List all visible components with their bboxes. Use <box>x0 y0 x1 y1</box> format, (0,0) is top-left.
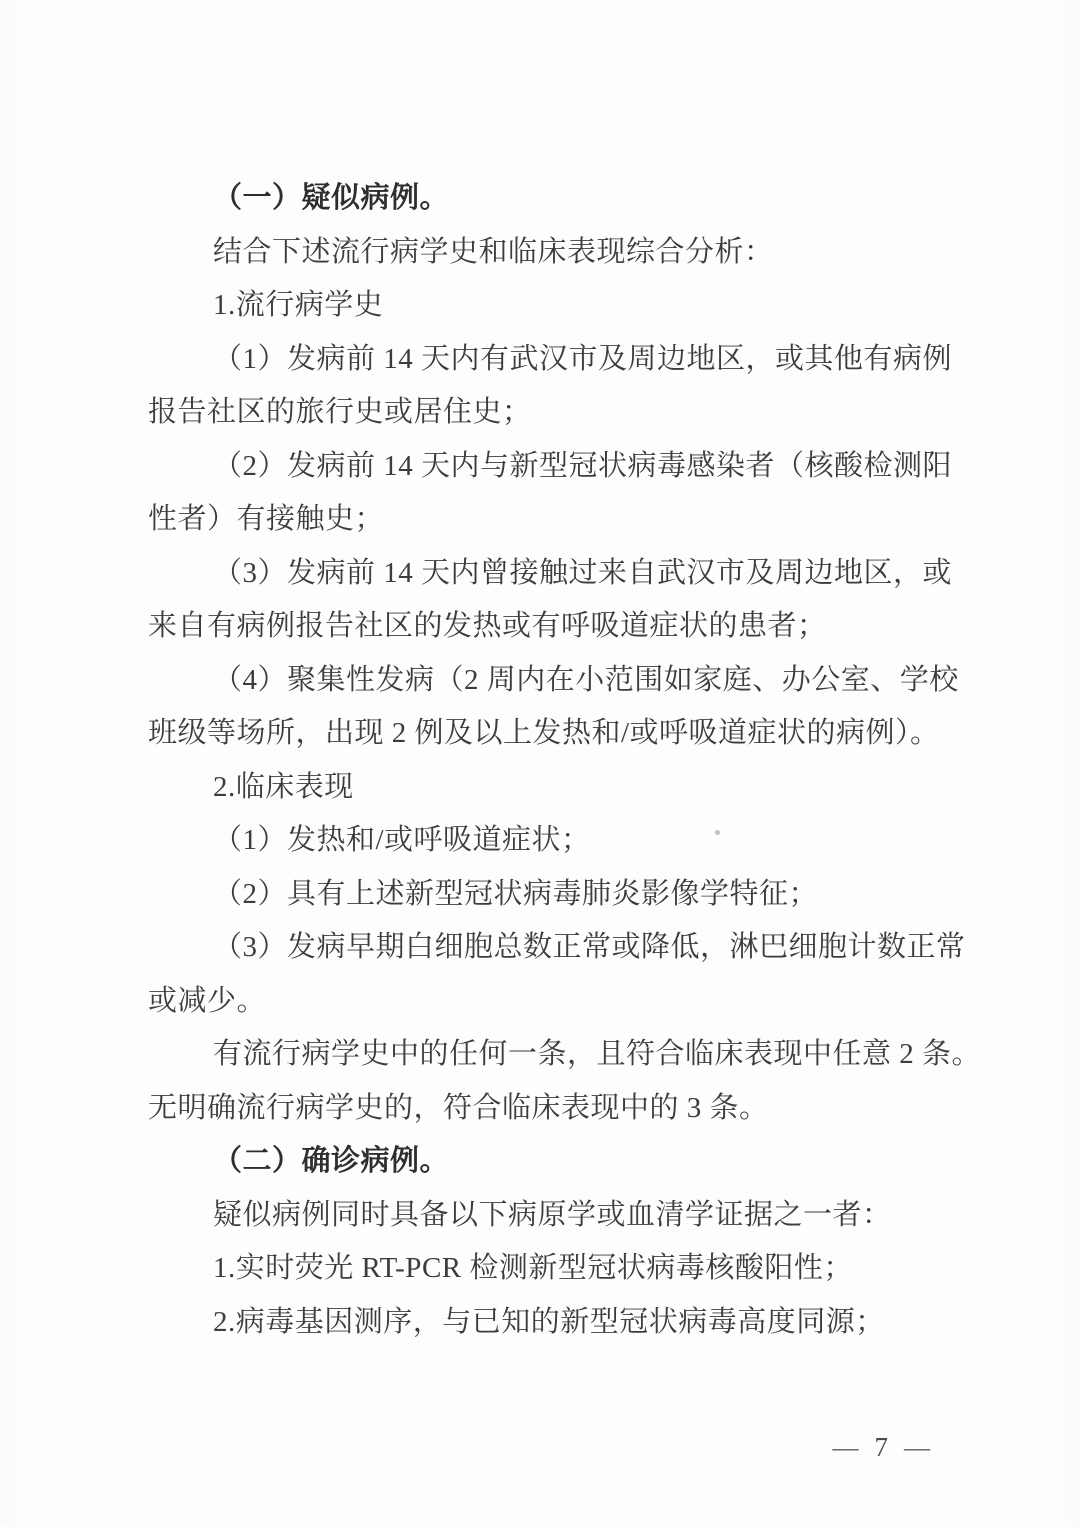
doc-line: （2）具有上述新型冠状病毒肺炎影像学特征； <box>213 877 819 910</box>
page-number-value: 7 <box>874 1432 888 1462</box>
doc-line: 结合下述流行病学史和临床表现综合分析： <box>213 235 774 268</box>
doc-line: （一）疑似病例。 <box>213 182 450 214</box>
doc-line: （2）发病前 14 天内与新型冠状病毒感染者（核酸检测阳 <box>213 449 953 482</box>
doc-line: （3）发病前 14 天内曾接触过来自武汉市及周边地区，或 <box>213 556 953 589</box>
doc-line: （二）确诊病例。 <box>213 1145 450 1177</box>
doc-line: 性者）有接触史； <box>148 503 385 535</box>
page-number-dash-left: — <box>832 1432 859 1462</box>
doc-line: （4）聚集性发病（2 周内在小范围如家庭、办公室、学校 <box>213 663 959 696</box>
page-number <box>833 1432 931 1463</box>
doc-line: 疑似病例同时具备以下病原学或血清学证据之一者： <box>213 1198 892 1231</box>
doc-line: 2.临床表现 <box>213 770 354 803</box>
doc-line: 有流行病学史中的任何一条，且符合临床表现中任意 2 条。 <box>213 1038 982 1070</box>
doc-line: 或减少。 <box>148 984 267 1017</box>
doc-line: 来自有病例报告社区的发热或有呼吸道症状的患者； <box>148 610 827 642</box>
doc-line: 2.病毒基因测序，与已知的新型冠状病毒高度同源； <box>213 1305 885 1338</box>
doc-line: （3）发病早期白细胞总数正常或降低，淋巴细胞计数正常 <box>213 931 966 963</box>
doc-line: 报告社区的旅行史或居住史； <box>148 396 532 428</box>
doc-line: 班级等场所，出现 2 例及以上发热和/或呼吸道症状的病例）。 <box>148 717 940 749</box>
doc-line: 无明确流行病学史的，符合临床表现中的 3 条。 <box>148 1091 769 1124</box>
doc-line: 1.流行病学史 <box>213 289 384 321</box>
doc-line: （1）发热和/或呼吸道症状； <box>213 824 591 856</box>
document-body <box>148 172 982 1349</box>
scan-noise-dot <box>715 830 720 835</box>
doc-line: （1）发病前 14 天内有武汉市及周边地区，或其他有病例 <box>213 342 953 375</box>
doc-line: 1.实时荧光 RT-PCR 检测新型冠状病毒核酸阳性； <box>213 1252 853 1284</box>
page-number-dash-right: — <box>904 1432 930 1462</box>
